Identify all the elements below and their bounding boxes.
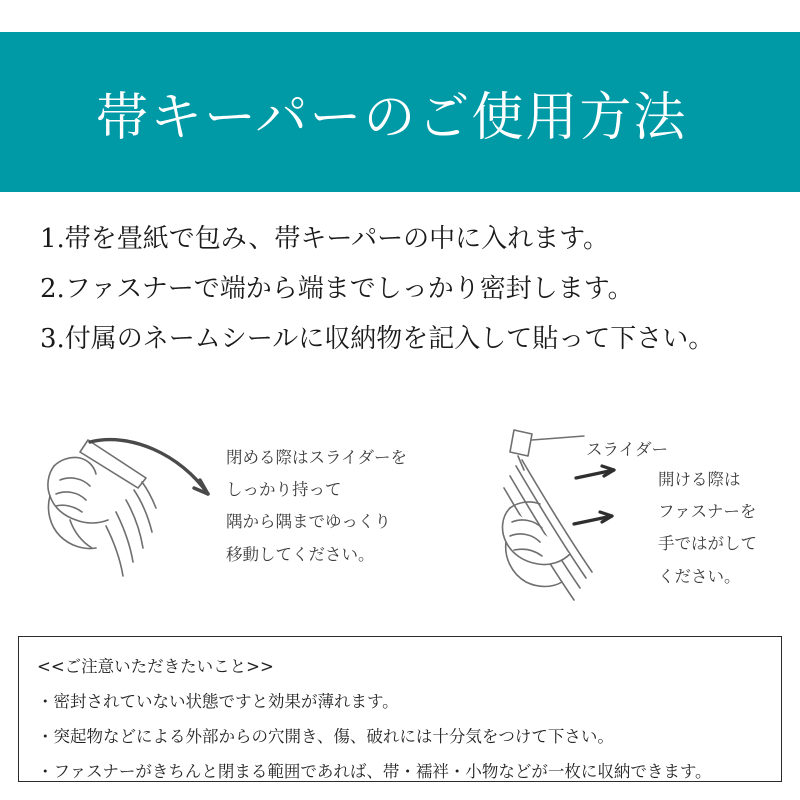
header-banner	[0, 32, 800, 192]
note-item: ・密封されていない状態ですと効果が薄れます。	[37, 692, 399, 711]
caption-line: 閉める際はスライダーを	[226, 448, 408, 467]
caption-line: しっかり持って	[226, 480, 342, 500]
note-item: ・ファスナーがきちんと閉まる範囲であれば、帯・襦袢・小物などが一枚に収納できます。	[37, 762, 712, 781]
caption-line: 開ける際は	[658, 470, 741, 489]
steps-list	[40, 226, 770, 376]
illustration-area	[0, 408, 800, 623]
left-caption	[226, 442, 407, 571]
caption-line: 隅から隅までゆっくり	[226, 512, 391, 532]
caption-line: ファスナーを	[658, 502, 757, 522]
step-item: 3.付属のネームシールに収納物を記入して貼って下さい。	[40, 324, 715, 354]
notes-title: <<ご注意いただきたいこと>>	[37, 657, 274, 676]
step-item: 1.帯を畳紙で包み、帯キーパーの中に入れます。	[40, 224, 609, 254]
caption-line: 手ではがして	[658, 534, 757, 554]
caption-line: 移動してください。	[226, 544, 375, 564]
note-item: ・突起物などによる外部からの穴開き、傷、破れには十分気をつけて下さい。	[37, 727, 614, 746]
hand-closing-zipper-illustration	[30, 416, 230, 616]
slider-label: スライダー	[586, 440, 669, 459]
step-item: 2.ファスナーで端から端までしっかり密封します。	[40, 274, 634, 304]
notes-box	[18, 636, 782, 782]
page-title: 帯キーパーのご使用方法	[96, 87, 688, 148]
right-caption	[658, 464, 757, 593]
caption-line: ください。	[658, 566, 741, 586]
